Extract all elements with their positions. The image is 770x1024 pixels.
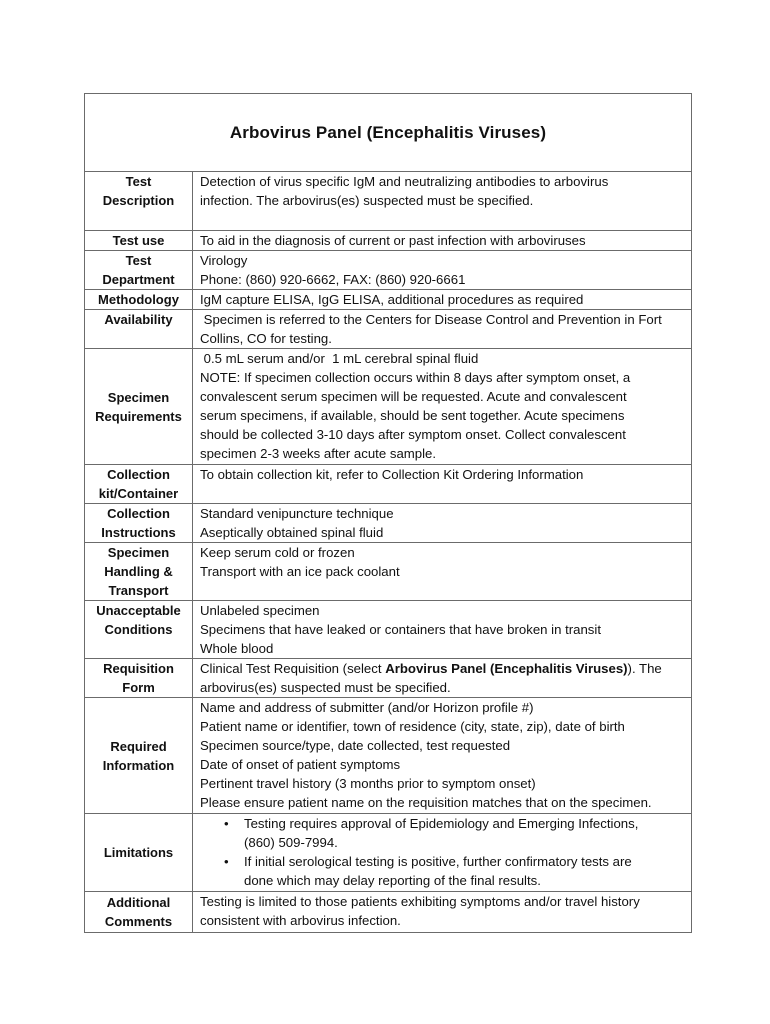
value-test-department: Virology Phone: (860) 920-6662, FAX: (860) 920-6661 xyxy=(200,253,466,287)
test-info-table xyxy=(84,93,692,933)
value-test-description: Detection of virus specific IgM and neutralizing antibodies to arbovirus infection. The arbovirus(es) suspected must be specified. xyxy=(200,174,609,208)
limitations-list xyxy=(200,814,687,890)
value-collection-kit: To obtain collection kit, refer to Collection Kit Ordering Information xyxy=(200,467,584,482)
requisition-panel-name: Arbovirus Panel (Encephalitis Viruses) xyxy=(385,661,628,676)
value-limitations xyxy=(193,814,691,891)
label-specimen-handling: Specimen Handling & Transport xyxy=(85,543,193,600)
bullet-icon: • xyxy=(224,816,229,831)
bullet-icon: • xyxy=(224,854,229,869)
label-limitations: Limitations xyxy=(85,814,193,891)
label-requisition-form: Requisition Form xyxy=(85,659,193,697)
title-row xyxy=(85,94,691,172)
value-methodology: IgM capture ELISA, IgG ELISA, additional procedures as required xyxy=(200,292,584,307)
row-availability xyxy=(85,310,691,349)
row-test-use xyxy=(85,231,691,251)
row-methodology xyxy=(85,290,691,310)
label-methodology: Methodology xyxy=(85,290,193,309)
label-required-information: Required Information xyxy=(85,698,193,813)
row-specimen-requirements xyxy=(85,349,691,465)
value-availability: Specimen is referred to the Centers for Disease Control and Prevention in Fort Collins, CO for testing. xyxy=(200,312,662,346)
label-additional-comments: Additional Comments xyxy=(85,892,193,932)
value-requisition-form: Clinical Test Requisition (select Arbovirus Panel (Encephalitis Viruses)). The arbovirus(es) suspected must be specified. xyxy=(200,661,662,695)
row-additional-comments xyxy=(85,892,691,932)
label-collection-kit: Collection kit/Container xyxy=(85,465,193,503)
value-test-use: To aid in the diagnosis of current or past infection with arboviruses xyxy=(200,233,586,248)
row-unacceptable-conditions xyxy=(85,601,691,659)
label-collection-instructions: Collection Instructions xyxy=(85,504,193,542)
value-additional-comments: Testing is limited to those patients exhibiting symptoms and/or travel history consistent with arbovirus infection. xyxy=(200,894,640,928)
label-unacceptable-conditions: Unacceptable Conditions xyxy=(85,601,193,658)
row-specimen-handling xyxy=(85,543,691,601)
value-specimen-requirements: 0.5 mL serum and/or 1 mL cerebral spinal fluid NOTE: If specimen collection occurs within 8 days after symptom onset, a convalescent serum specimen will be requested. Acute and convalescent serum specimens, if available, should be sent together. Acute specimens should be collected 3-10 days after symptom onset. Collect convalescent specimen 2-3 weeks after acute sample. xyxy=(200,351,631,461)
list-item: • If initial serological testing is positive, further confirmatory tests are done which may delay reporting of the final results. xyxy=(224,854,632,888)
value-collection-instructions: Standard venipuncture technique Aseptically obtained spinal fluid xyxy=(200,506,394,540)
label-availability: Availability xyxy=(85,310,193,348)
list-item: • Testing requires approval of Epidemiology and Emerging Infections, (860) 509-7994. xyxy=(224,816,639,850)
row-collection-kit xyxy=(85,465,691,504)
row-limitations xyxy=(85,814,691,892)
row-required-information xyxy=(85,698,691,814)
page-title: Arbovirus Panel (Encephalitis Viruses) xyxy=(229,122,547,142)
row-test-description xyxy=(85,172,691,231)
value-unacceptable-conditions: Unlabeled specimen Specimens that have leaked or containers that have broken in transit Whole blood xyxy=(200,603,601,656)
label-test-description: Test Description xyxy=(85,172,193,230)
value-required-information: Name and address of submitter (and/or Horizon profile #) Patient name or identifier, town of residence (city, state, zip), date of birth Specimen source/type, date collected, test requested Date of onset of patient symptoms Pertinent travel history (3 months prior to symptom onset) Please ensure patient name on the requisition matches that on the specimen. xyxy=(200,700,652,810)
value-specimen-handling: Keep serum cold or frozen Transport with an ice pack coolant xyxy=(200,545,400,579)
label-specimen-requirements: Specimen Requirements xyxy=(85,349,193,464)
label-test-department: Test Department xyxy=(85,251,193,289)
row-collection-instructions xyxy=(85,504,691,543)
label-test-use: Test use xyxy=(85,231,193,250)
row-test-department xyxy=(85,251,691,290)
row-requisition-form xyxy=(85,659,691,698)
